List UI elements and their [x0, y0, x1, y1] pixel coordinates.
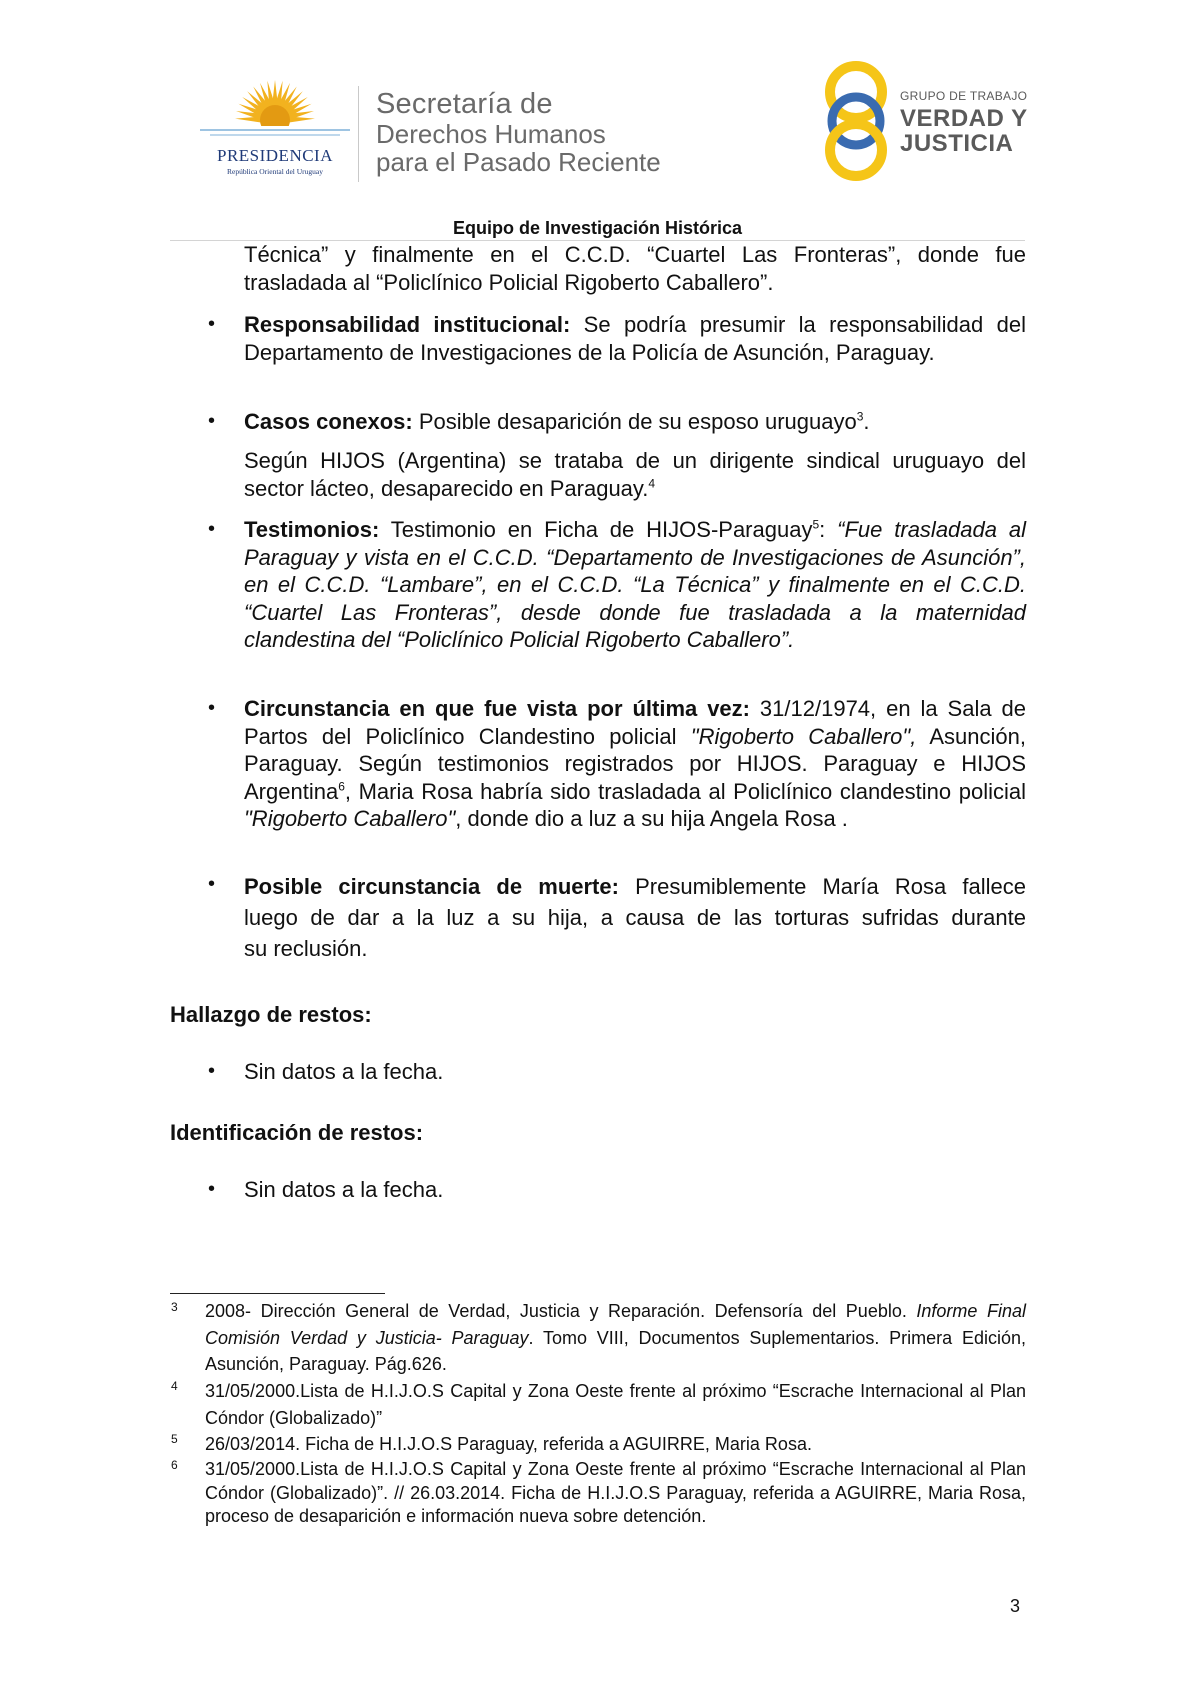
circunstancia-text-1: 31/12/1974, en la Sala de Partos del Policlínico Clandestino policial — [244, 696, 1026, 749]
footnote-5: 26/03/2014. Ficha de H.I.J.O.S Paraguay, referida a AGUIRRE, Maria Rosa. — [205, 1434, 812, 1454]
logo-divider — [358, 86, 359, 182]
continuation-line-1: Técnica” y finalmente en el C.C.D. “Cuartel Las Fronteras”, donde fue — [244, 242, 1026, 267]
circunstancia-item — [244, 695, 1026, 833]
responsabilidad-text: Se podría presumir la responsabilidad del Departamento de Investigaciones de la Policía de Asunción, Paraguay. — [244, 312, 1026, 365]
presidencia-logo — [196, 80, 354, 180]
circunstancia-italic-1: "Rigoberto Caballero", — [690, 723, 917, 749]
muerte-line-3: su reclusión. — [244, 936, 368, 961]
bullet-icon: • — [208, 697, 216, 719]
presidencia-name: PRESIDENCIA — [216, 146, 333, 165]
continuation-paragraph — [244, 241, 1026, 296]
responsabilidad-label: Responsabilidad institucional: — [244, 312, 571, 337]
testimonios-text: Testimonio en Ficha de HIJOS-Paraguay — [379, 517, 813, 542]
page-number: 3 — [1010, 1596, 1021, 1616]
bullet-icon: • — [208, 518, 216, 540]
muerte-label: Posible circunstancia de muerte: — [244, 874, 619, 899]
footnote-3-text-1: 2008- Dirección General de Verdad, Justicia y Reparación. Defensoría del Pueblo. — [205, 1301, 917, 1321]
footnote-ref-4[interactable]: 4 — [648, 476, 656, 491]
footnote-3-italic: Informe Final Comisión Verdad y Justicia- Paraguay — [205, 1301, 1026, 1348]
hallazgo-heading: Hallazgo de restos: — [170, 1002, 372, 1027]
casos-label: Casos conexos: — [244, 409, 413, 434]
gtvj-logo — [820, 58, 1080, 182]
testimonios-label: Testimonios: — [244, 517, 380, 542]
identificacion-heading: Identificación de restos: — [170, 1120, 424, 1145]
footnote-number-3: 3 — [171, 1300, 178, 1314]
footnote-number-5: 5 — [171, 1432, 178, 1446]
gtvj-line-3: JUSTICIA — [900, 130, 1014, 157]
casos-conexos-item — [244, 408, 1026, 436]
casos-tail: . — [863, 409, 870, 434]
hallazgo-item: Sin datos a la fecha. — [244, 1059, 444, 1084]
muerte-line-1-text: Presumiblemente María Rosa fallece — [618, 874, 1027, 899]
footnote-ref-6[interactable]: 6 — [338, 779, 345, 794]
footnote-ref-5[interactable]: 5 — [812, 517, 820, 532]
circunstancia-text-3: , Maria Rosa habría sido trasladada al Policlínico clandestino policial — [344, 778, 1026, 804]
interlocked-rings-icon — [820, 58, 892, 182]
footnote-4: 31/05/2000.Lista de H.I.J.O.S Capital y Zona Oeste frente al próximo “Escrache Internacional al Plan Cóndor (Globalizado)” — [205, 1381, 1026, 1428]
secretaria-line-1: Secretaría de — [376, 88, 553, 120]
muerte-line-1 — [244, 871, 1026, 902]
bullet-icon: • — [208, 313, 216, 335]
bullet-icon: • — [208, 1060, 216, 1082]
testimonios-quote: “Fue trasladada al Paraguay y vista en el C.C.D. “Departamento de Investigaciones de Asunción”, en el C.C.D. “Lambare”, en el C.C.D. “La Técnica” y finalmente en el C.C.D. “Cuartel Las Fronteras”, desde donde fue trasladada a la maternidad clandestina del “Policlínico Policial Rigoberto Caballero”. — [244, 517, 1026, 653]
circunstancia-label: Circunstancia en que fue vista por última vez: — [244, 696, 750, 721]
testimonios-item — [244, 516, 1026, 654]
gtvj-line-1: GRUPO DE TRABAJO — [900, 89, 1028, 103]
presidencia-subtitle: República Oriental del Uruguay — [226, 167, 323, 176]
testimonios-sep: : — [819, 517, 838, 542]
circunstancia-text-4: , donde dio a luz a su hija Angela Rosa . — [455, 806, 848, 832]
circunstancia-text-2: Asunción, Paraguay. Según testimonios registrados por HIJOS. Paraguay e HIJOS Argentina — [244, 723, 1026, 804]
sun-emblem-icon — [196, 80, 354, 150]
segun-text: Según HIJOS (Argentina) se trataba de un dirigente sindical uruguayo del sector lácteo, desaparecido en Paraguay. — [244, 448, 1026, 501]
segun-paragraph — [244, 447, 1026, 502]
gtvj-line-2: VERDAD Y — [900, 105, 1028, 132]
secretaria-line-3: para el Pasado Reciente — [376, 147, 661, 177]
footnote-divider — [170, 1293, 385, 1294]
footnote-number-4: 4 — [171, 1379, 178, 1393]
identificacion-item: Sin datos a la fecha. — [244, 1177, 444, 1202]
circunstancia-italic-2: "Rigoberto Caballero" — [244, 806, 456, 832]
page-header-title: Equipo de Investigación Histórica — [452, 218, 743, 238]
bullet-icon: • — [208, 1178, 216, 1200]
bullet-icon: • — [208, 873, 216, 895]
footnote-6: 31/05/2000.Lista de H.I.J.O.S Capital y Zona Oeste frente al próximo “Escrache Internacional al Plan Cóndor (Globalizado)”. // 26.03.2014. Ficha de H.I.J.O.S Paraguay, referida a AGUIRRE, Maria Rosa, proceso de desaparición e información nueva sobre detención. — [205, 1459, 1026, 1527]
casos-text: Posible desaparición de su esposo uruguayo — [412, 409, 857, 434]
secretaria-line-2: Derechos Humanos — [376, 119, 606, 149]
muerte-item — [244, 871, 1026, 964]
bullet-icon: • — [208, 410, 216, 432]
secretaria-logo-text — [376, 90, 661, 175]
footnote-3 — [205, 1298, 1026, 1378]
continuation-line-2: trasladada al “Policlínico Policial Rigoberto Caballero”. — [244, 269, 774, 295]
footnote-number-6: 6 — [171, 1458, 178, 1472]
footnote-ref-3[interactable]: 3 — [856, 409, 864, 424]
muerte-line-2: luego de dar a la luz a su hija, a causa de las torturas sufridas durante — [244, 905, 1026, 930]
footnote-3-text-2: . Tomo VIII, Documentos Suplementarios. Primera Edición, Asunción, Paraguay. Pág.626. — [205, 1327, 1026, 1375]
responsabilidad-item — [244, 311, 1026, 366]
